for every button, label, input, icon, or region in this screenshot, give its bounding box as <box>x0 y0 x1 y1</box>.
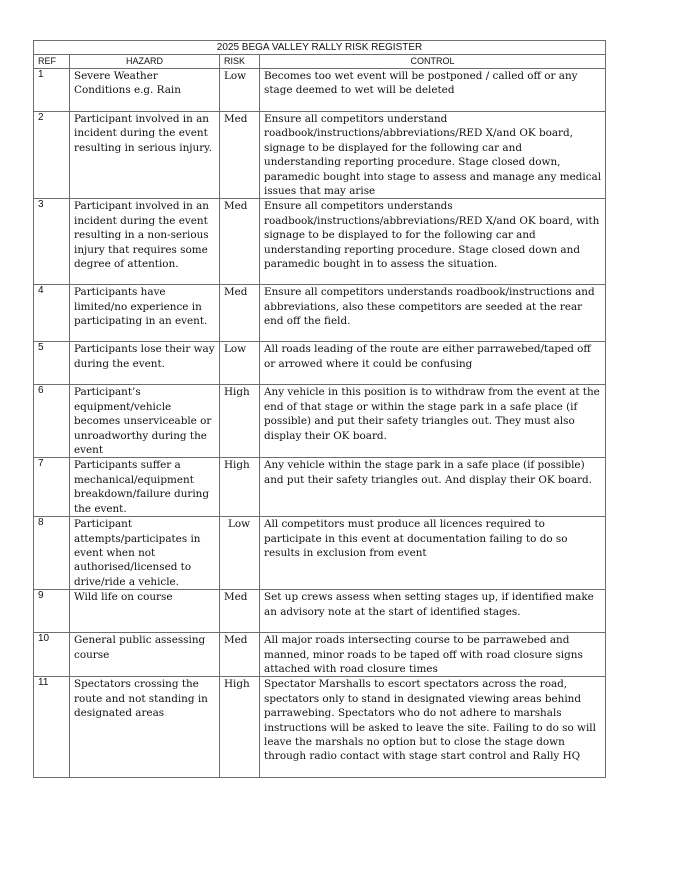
table-row <box>34 517 606 590</box>
column-header-control: CONTROL <box>260 55 606 69</box>
control-cell: Any vehicle within the stage park in a safe place (if possible) and put their safety triangles out. And display their OK board. <box>260 458 606 517</box>
ref-cell: 3 <box>34 199 70 285</box>
control-cell: Becomes too wet event will be postponed / called off or any stage deemed to wet will be deleted <box>260 69 606 112</box>
risk-cell: Med <box>220 112 260 199</box>
table-row <box>34 285 606 342</box>
hazard-cell: Participant’s equipment/vehicle becomes unserviceable or unroadworthy during the event <box>70 385 220 458</box>
ref-cell: 2 <box>34 112 70 199</box>
hazard-cell: Participants suffer a mechanical/equipment breakdown/failure during the event. <box>70 458 220 517</box>
control-cell: Ensure all competitors understands roadbook/instructions/abbreviations/RED X/and OK board, with signage to be displayed to for the following car and understanding reporting procedure. Stage closed down and paramedic bought in to assess the situation. <box>260 199 606 285</box>
hazard-cell: Spectators crossing the route and not standing in designated areas <box>70 677 220 778</box>
control-cell: Spectator Marshalls to escort spectators across the road, spectators only to stand in designated viewing areas behind parrawebing. Spectators who do not adhere to marshals instructions will be asked to leave the site. Failing to do so will leave the marshals no option but to close the stage down through radio contact with stage start control and Rally HQ <box>260 677 606 778</box>
ref-cell: 5 <box>34 342 70 385</box>
ref-cell: 4 <box>34 285 70 342</box>
table-row <box>34 342 606 385</box>
table-row <box>34 677 606 778</box>
hazard-cell: Participant involved in an incident during the event resulting in a non-serious injury that requires some degree of attention. <box>70 199 220 285</box>
header-row <box>34 55 606 69</box>
control-cell: Set up crews assess when setting stages up, if identified make an advisory note at the start of identified stages. <box>260 590 606 633</box>
risk-cell: Med <box>220 199 260 285</box>
risk-cell: Low <box>220 69 260 112</box>
hazard-cell: Participant attempts/participates in event when not authorised/licensed to drive/ride a vehicle. <box>70 517 220 590</box>
title-row <box>34 41 606 55</box>
risk-cell: Med <box>220 590 260 633</box>
ref-cell: 7 <box>34 458 70 517</box>
ref-cell: 8 <box>34 517 70 590</box>
table-row <box>34 458 606 517</box>
ref-cell: 10 <box>34 633 70 677</box>
risk-cell: Low <box>220 342 260 385</box>
document-title: 2025 BEGA VALLEY RALLY RISK REGISTER <box>34 41 606 55</box>
risk-cell: High <box>220 458 260 517</box>
ref-cell: 1 <box>34 69 70 112</box>
hazard-cell: Participant involved in an incident during the event resulting in serious injury. <box>70 112 220 199</box>
table-row <box>34 590 606 633</box>
ref-cell: 11 <box>34 677 70 778</box>
risk-cell: High <box>220 385 260 458</box>
control-cell: Any vehicle in this position is to withdraw from the event at the end of that stage or within the stage park in a safe place (if possible) and put their safety triangles out. They must also display their OK board. <box>260 385 606 458</box>
table-row <box>34 199 606 285</box>
column-header-ref: REF <box>34 55 70 69</box>
hazard-cell: Severe Weather Conditions e.g. Rain <box>70 69 220 112</box>
control-cell: All competitors must produce all licences required to participate in this event at documentation failing to do so results in exclusion from event <box>260 517 606 590</box>
table-row <box>34 112 606 199</box>
column-header-hazard: HAZARD <box>70 55 220 69</box>
risk-cell: Med <box>220 633 260 677</box>
risk-register-table <box>33 40 606 778</box>
control-cell: Ensure all competitors understands roadbook/instructions and abbreviations, also these competitors are seeded at the rear end off the field. <box>260 285 606 342</box>
control-cell: Ensure all competitors understand roadbook/instructions/abbreviations/RED X/and OK board, signage to be displayed for the following car and understanding reporting procedure. Stage closed down, paramedic bought into stage to assess and manage any medical issues that may arise <box>260 112 606 199</box>
table-row <box>34 385 606 458</box>
ref-cell: 6 <box>34 385 70 458</box>
risk-cell: Low <box>220 517 260 590</box>
risk-cell: Med <box>220 285 260 342</box>
table-row <box>34 633 606 677</box>
table-row <box>34 69 606 112</box>
hazard-cell: Wild life on course <box>70 590 220 633</box>
control-cell: All major roads intersecting course to be parrawebed and manned, minor roads to be taped off with road closure signs attached with road closure times <box>260 633 606 677</box>
risk-cell: High <box>220 677 260 778</box>
hazard-cell: Participants lose their way during the event. <box>70 342 220 385</box>
hazard-cell: General public assessing course <box>70 633 220 677</box>
hazard-cell: Participants have limited/no experience in participating in an event. <box>70 285 220 342</box>
column-header-risk: RISK <box>220 55 260 69</box>
ref-cell: 9 <box>34 590 70 633</box>
control-cell: All roads leading of the route are either parrawebed/taped off or arrowed where it could be confusing <box>260 342 606 385</box>
